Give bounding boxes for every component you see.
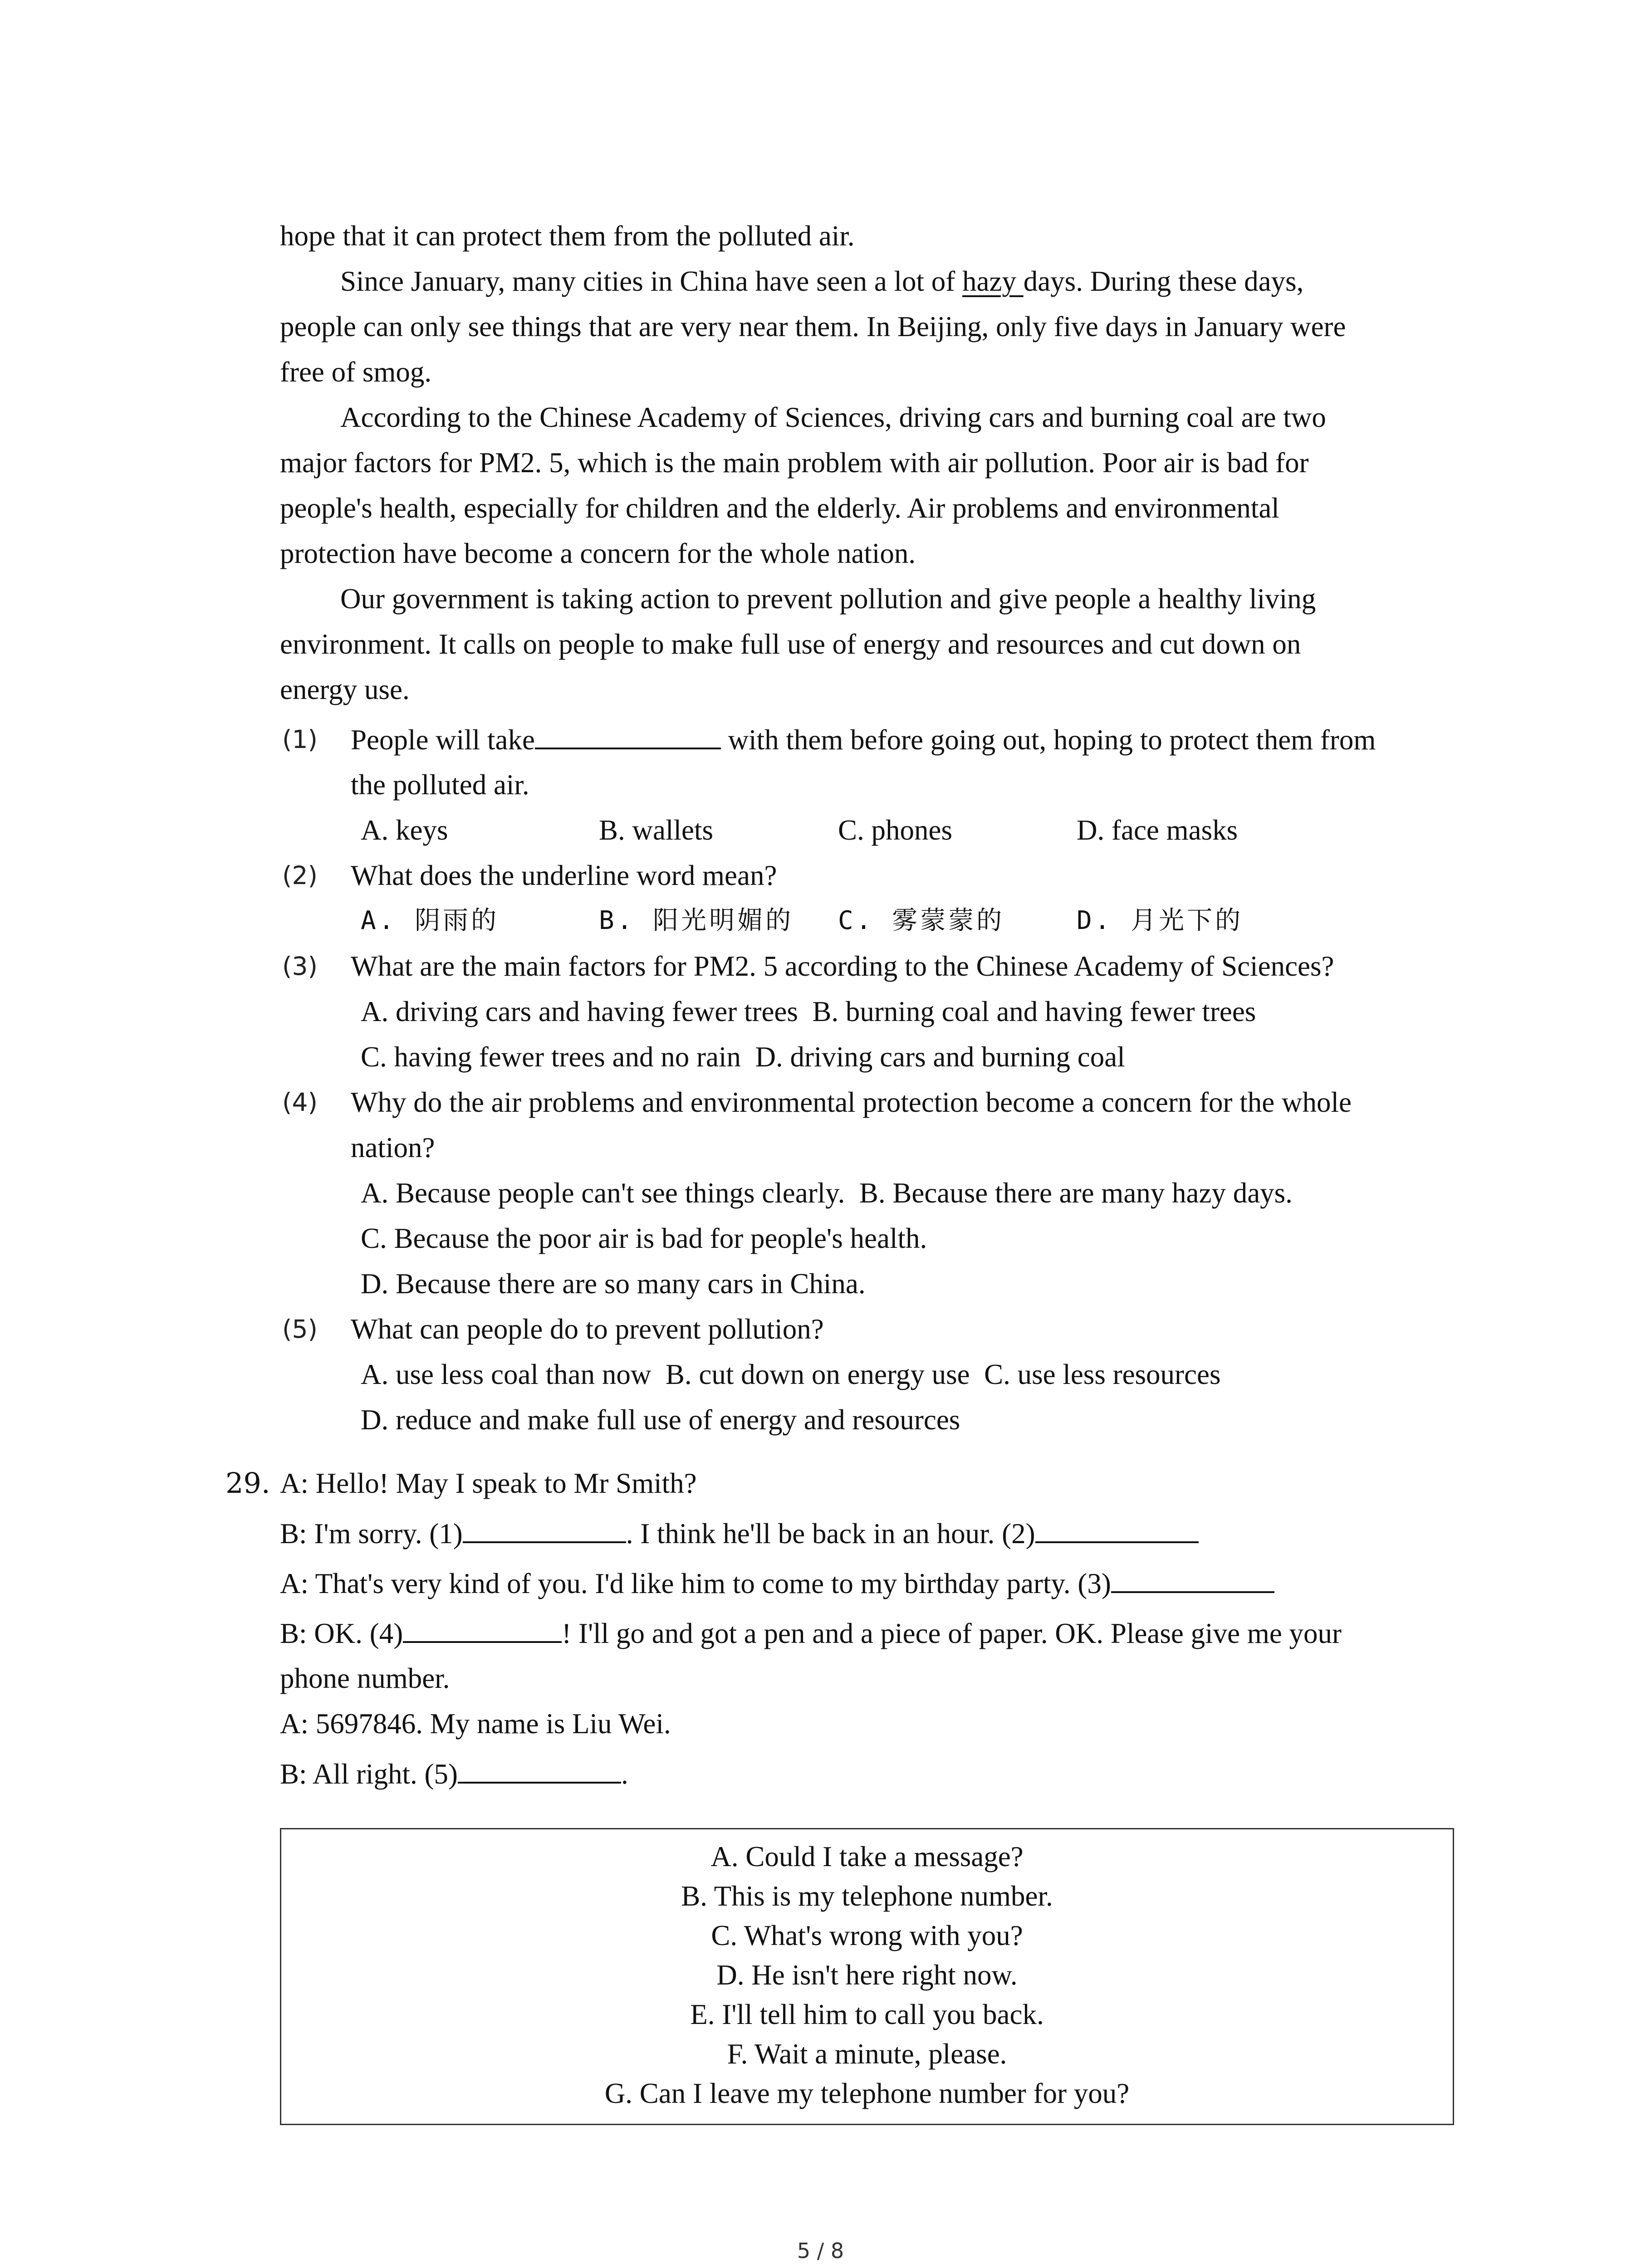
answer-blank[interactable] [403, 1615, 562, 1643]
question-number: (1) [282, 725, 318, 754]
box-option: G. Can I leave my telephone number for you? [604, 2077, 1130, 2109]
answer-blank[interactable] [458, 1755, 621, 1784]
box-option: A. Could I take a message? [710, 1841, 1024, 1872]
box-option: E. I'll tell him to call you back. [690, 1999, 1044, 2030]
dialogue-line: B: I'm sorry. (1) . I think he'll be back in an hour. (2) [280, 1515, 1199, 1552]
passage-line: hope that it can protect them from the polluted air. [280, 220, 855, 252]
dialogue-line: B: All right. (5) . [280, 1755, 628, 1792]
underlined-word: hazy [962, 265, 1024, 297]
option[interactable]: C. 雾蒙蒙的 [838, 906, 1005, 935]
question-number: (4) [282, 1088, 318, 1117]
box-option: F. Wait a minute, please. [727, 2038, 1007, 2070]
option[interactable]: B. wallets [599, 814, 713, 846]
answer-blank[interactable] [1111, 1565, 1274, 1593]
option-line[interactable]: A. use less coal than now B. cut down on energy use C. use less resources [361, 1359, 1221, 1390]
box-option: C. What's wrong with you? [711, 1920, 1023, 1951]
option-line[interactable]: C. Because the poor air is bad for people's health. [361, 1222, 927, 1254]
option[interactable]: C. phones [838, 814, 952, 846]
question-text: What does the underline word mean? [351, 860, 777, 891]
dialogue-line: A: 5697846. My name is Liu Wei. [280, 1708, 671, 1740]
answer-blank[interactable] [463, 1515, 626, 1543]
answer-blank[interactable] [1035, 1515, 1199, 1543]
dialogue-line: phone number. [280, 1662, 450, 1694]
passage-line: free of smog. [280, 356, 432, 388]
question-number: 29. [225, 1466, 270, 1500]
option[interactable]: D. 月光下的 [1077, 906, 1244, 935]
passage-line: people's health, especially for children and the elderly. Air problems and environmental [280, 492, 1279, 524]
question-text: People will take with them before going out, hoping to protect them from [351, 721, 1376, 758]
options-box [280, 1828, 1454, 2125]
question-text: Why do the air problems and environmental protection become a concern for the whole [351, 1086, 1352, 1118]
question-number: (3) [282, 952, 318, 981]
question-text: the polluted air. [351, 769, 529, 801]
option-line[interactable]: A. driving cars and having fewer trees B. burning coal and having fewer trees [361, 996, 1256, 1027]
dialogue-line: A: Hello! May I speak to Mr Smith? [280, 1467, 697, 1499]
option-line[interactable]: C. having fewer trees and no rain D. driving cars and burning coal [361, 1041, 1125, 1073]
passage-line: energy use. [280, 674, 410, 705]
question-text: nation? [351, 1132, 435, 1163]
option[interactable]: A. 阴雨的 [361, 906, 500, 935]
option[interactable]: D. face masks [1077, 814, 1238, 846]
passage-line: Our government is taking action to prevent pollution and give people a healthy living [340, 583, 1316, 615]
box-option: B. This is my telephone number. [681, 1880, 1053, 1912]
option-line[interactable]: A. Because people can't see things clearly. B. Because there are many hazy days. [361, 1177, 1293, 1209]
question-number: (5) [282, 1315, 318, 1344]
passage-line: major factors for PM2. 5, which is the main problem with air pollution. Poor air is bad for [280, 447, 1309, 479]
option[interactable]: B. 阳光明媚的 [599, 906, 794, 935]
dialogue-line: A: That's very kind of you. I'd like him to come to my birthday party. (3) [280, 1565, 1274, 1602]
answer-blank[interactable] [535, 721, 721, 749]
page-number: 5 / 8 [797, 2239, 844, 2263]
passage-line: protection have become a concern for the whole nation. [280, 538, 916, 569]
box-option: D. He isn't here right now. [716, 1959, 1018, 1991]
option[interactable]: A. keys [361, 814, 448, 846]
option-line[interactable]: D. reduce and make full use of energy and resources [361, 1404, 960, 1436]
passage-line: people can only see things that are very near them. In Beijing, only five days in January were [280, 311, 1346, 342]
dialogue-line: B: OK. (4) ! I'll go and got a pen and a piece of paper. OK. Please give me your [280, 1615, 1342, 1652]
question-text: What are the main factors for PM2. 5 according to the Chinese Academy of Sciences? [351, 950, 1334, 982]
question-number: (2) [282, 861, 318, 890]
question-text: What can people do to prevent pollution? [351, 1313, 824, 1345]
passage-line: According to the Chinese Academy of Sciences, driving cars and burning coal are two [340, 401, 1326, 433]
option-line[interactable]: D. Because there are so many cars in China. [361, 1268, 866, 1300]
passage-line: Since January, many cities in China have seen a lot of hazy days. During these days, [340, 265, 1304, 297]
passage-line: environment. It calls on people to make full use of energy and resources and cut down on [280, 628, 1301, 660]
